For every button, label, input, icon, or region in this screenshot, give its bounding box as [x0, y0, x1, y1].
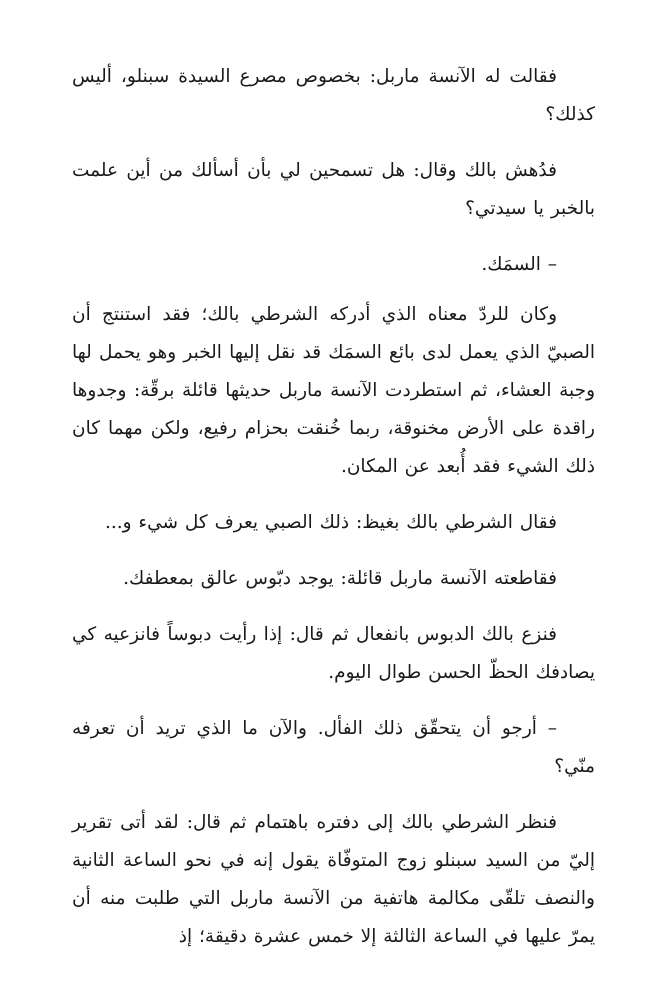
paragraph-1: فقالت له الآنسة ماربل: بخصوص مصرع السيدة سبنلو، أليس كذلك؟ [72, 66, 595, 125]
paragraph-5: فقال الشرطي بالك بغيظ: ذلك الصبي يعرف كل شيء و... [104, 512, 557, 533]
paragraph-7: فنزع بالك الدبوس بانفعال ثم قال: إذا رأيت دبوساً فانزعيه كي يصادفك الحظّ الحسن طوال اليوم. [72, 624, 595, 683]
paragraph-4: وكان للردّ معناه الذي أدركه الشرطي بالك؛ فقد استنتج أن الصبيّ الذي يعمل لدى بائع السمَك قد نقل إليها الخبر وهو يحمل لها وجبة العشاء، ثم استطردت الآنسة ماربل حديثها قائلة برقّة: وجدوها راقدة على الأرض مخنوقة، ربما خُنقت بحزام رفيع، ولكن مهما كان ذلك الشيء فقد أُبعد عن المكان. [72, 304, 595, 477]
book-page [72, 58, 595, 1000]
paragraph-2: فدُهش بالك وقال: هل تسمحين لي بأن أسألك من أين علمت بالخبر يا سيدتي؟ [72, 160, 595, 219]
paragraph-6: فقاطعته الآنسة ماربل قائلة: يوجد دبّوس عالق بمعطفك. [123, 568, 557, 589]
paragraph-8: – أرجو أن يتحقّق ذلك الفأل. والآن ما الذي تريد أن تعرفه منّي؟ [72, 718, 595, 777]
paragraph-9: فنظر الشرطي بالك إلى دفتره باهتمام ثم قال: لقد أتى تقرير إليّ من السيد سبنلو زوج المتوفّاة يقول إنه في نحو الساعة الثانية والنصف تلقّى مكالمة هاتفية من الآنسة ماربل التي طلبت منه أن يمرّ عليها في الساعة الثالثة إلا خمس عشرة دقيقة؛ إذ [72, 812, 595, 947]
paragraph-3: – السمَك. [481, 254, 557, 275]
